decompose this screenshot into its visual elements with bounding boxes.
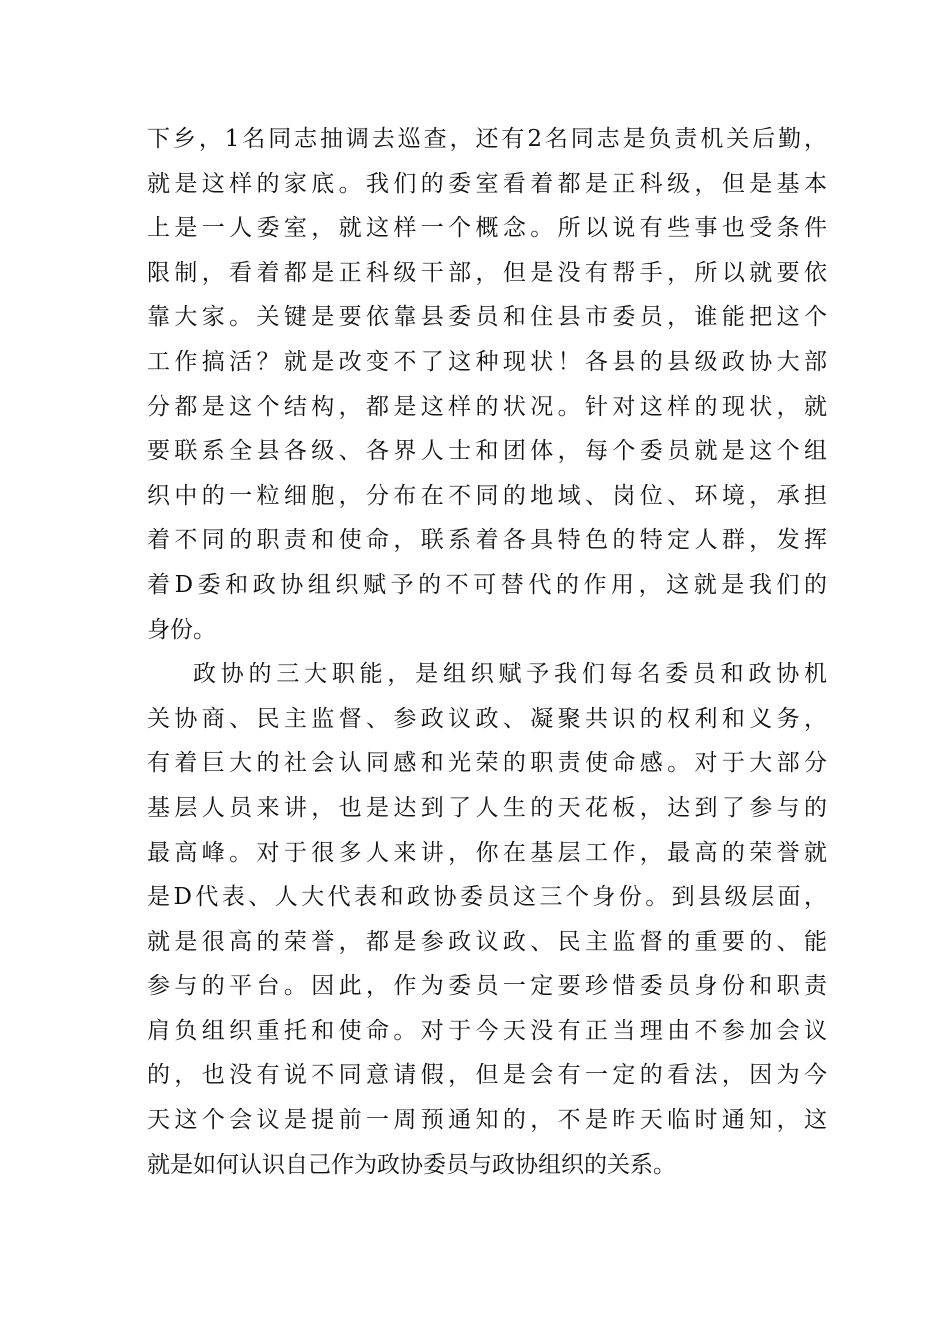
paragraph-1 xyxy=(147,117,827,652)
paragraph-2 xyxy=(147,652,827,1187)
text-line: 的，也没有说不同意请假，但是会有一定的看法，因为今 xyxy=(147,1062,827,1089)
text-line: 上是一人委室，就这样一个概念。所以说有些事也受条件 xyxy=(147,215,827,242)
text-line: 参与的平台。因此，作为委员一定要珍惜委员身份和职责 xyxy=(147,973,827,1000)
text-line: 织中的一粒细胞，分布在不同的地域、岗位、环境，承担 xyxy=(147,482,827,509)
text-line: 肩负组织重托和使命。对于今天没有正当理由不参加会议 xyxy=(147,1017,827,1044)
text-line: 要联系全县各级、各界人士和团体，每个委员就是这个组 xyxy=(147,438,827,465)
document-body xyxy=(147,117,827,1187)
text-line: 着不同的职责和使命，联系着各具特色的特定人群，发挥 xyxy=(147,527,827,554)
text-line: 着D委和政协组织赋予的不可替代的作用，这就是我们的 xyxy=(147,571,827,598)
text-line: 政协的三大职能，是组织赋予我们每名委员和政协机 xyxy=(193,661,827,688)
text-line: 下乡，1名同志抽调去巡查，还有2名同志是负责机关后勤， xyxy=(147,126,827,152)
text-line: 基层人员来讲，也是达到了人生的天花板，达到了参与的 xyxy=(147,794,827,821)
text-line: 最高峰。对于很多人来讲，你在基层工作，最高的荣誉就 xyxy=(147,839,827,866)
text-line: 关协商、民主监督、参政议政、凝聚共识的权利和义务， xyxy=(147,705,827,732)
text-line: 就是这样的家底。我们的委室看着都是正科级，但是基本 xyxy=(147,170,827,197)
text-line: 有着巨大的社会认同感和光荣的职责使命感。对于大部分 xyxy=(147,750,827,777)
text-line: 分都是这个结构，都是这样的状况。针对这样的现状，就 xyxy=(147,393,827,420)
text-line: 工作搞活？就是改变不了这种现状！各县的县级政协大部 xyxy=(147,348,827,375)
text-line: 身份。 xyxy=(147,616,216,643)
text-line: 是D代表、人大代表和政协委员这三个身份。到县级层面， xyxy=(147,884,827,911)
text-line: 就是如何认识自己作为政协委员与政协组织的关系。 xyxy=(147,1151,676,1178)
text-line: 天这个会议是提前一周预通知的，不是昨天临时通知，这 xyxy=(147,1107,827,1134)
text-line: 靠大家。关键是要依靠县委员和住县市委员，谁能把这个 xyxy=(147,304,827,331)
text-line: 限制，看着都是正科级干部，但是没有帮手，所以就要依 xyxy=(147,259,827,286)
text-line: 就是很高的荣誉，都是参政议政、民主监督的重要的、能 xyxy=(147,928,827,955)
